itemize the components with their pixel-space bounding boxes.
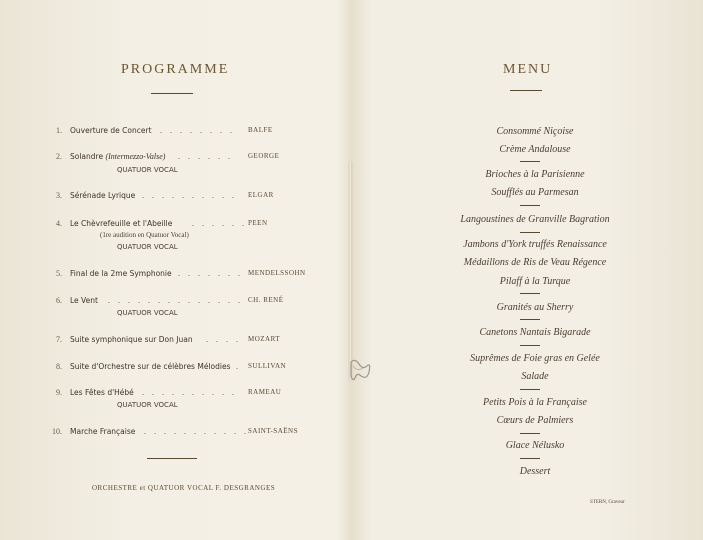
programme-item (0, 335, 330, 349)
menu-separator (520, 205, 540, 206)
programme-item (0, 296, 330, 310)
item-composer: ELGAR (248, 191, 274, 199)
menu-dish: Soufflés au Parmesan (491, 187, 579, 198)
menu-dish: Jambons d'York truffés Renaissance (463, 239, 607, 250)
ribbon-tassel-icon (345, 358, 373, 382)
item-composer: CH. RENÉ (248, 296, 284, 304)
programme-title-rule (151, 93, 193, 94)
item-title: Solandre (Intermezzo-Valse) (70, 152, 166, 161)
programme-title: PROGRAMME (121, 62, 230, 77)
menu-separator (520, 389, 540, 390)
menu-separator (520, 293, 540, 294)
menu-separator (520, 232, 540, 233)
item-composer: BALFE (248, 126, 273, 134)
leader-dots: . . . . . . (178, 152, 233, 161)
menu-dish: Cœurs de Palmiers (496, 415, 574, 426)
menu-title: MENU (503, 62, 553, 77)
menu-dish: Pilaff à la Turque (499, 276, 571, 287)
item-composer: GEORGE (248, 152, 280, 160)
item-title: Les Fêtes d'Hébé (70, 388, 134, 397)
item-subtitle: QUATUOR VOCAL (117, 401, 178, 409)
item-number: 8. (56, 362, 62, 371)
item-number: 9. (56, 388, 62, 397)
item-title: Marche Française (70, 427, 136, 436)
programme-item (0, 388, 330, 402)
leader-dots: . . . . . . . . (160, 126, 235, 135)
menu-separator (520, 161, 540, 162)
item-note: (1re audition en Quatuor Vocal) (100, 231, 189, 239)
item-composer: SULLIVAN (248, 362, 287, 370)
menu-dish: Médaillons de Ris de Veau Régence (463, 257, 607, 268)
menu-dish: Crème Andalouse (499, 144, 571, 155)
programme-item (0, 427, 330, 441)
item-number: 1. (56, 126, 62, 135)
leader-dots: . . . . . . . (178, 269, 243, 278)
item-composer: SAINT-SAËNS (248, 427, 298, 435)
menu-dish: Salade (521, 371, 549, 382)
menu-separator (520, 458, 540, 459)
programme-footer: ORCHESTRE et QUATUOR VOCAL F. DESGRANGES (92, 484, 276, 492)
menu-title-rule (510, 90, 542, 91)
menu-dish: Granités au Sherry (496, 302, 574, 313)
item-number: 10. (52, 427, 62, 436)
item-title: Sérénade Lyrique (70, 191, 136, 200)
leader-dots: . . . . . . . . . . . . . . (108, 296, 243, 305)
menu-separator (520, 345, 540, 346)
menu-dish: Petits Pois à la Française (483, 397, 587, 408)
menu-dish: Glace Nélusko (505, 440, 565, 451)
menu-dish: Brioches à la Parisienne (485, 169, 585, 180)
item-number: 5. (56, 269, 62, 278)
item-title: Suite symphonique sur Don Juan (70, 335, 193, 344)
item-subtitle: QUATUOR VOCAL (117, 243, 178, 251)
menu-dish: Canetons Nantais Bigarade (479, 327, 591, 338)
item-number: 4. (56, 219, 62, 228)
item-title: Suite d'Orchestre sur de célèbres Mélodies (70, 362, 231, 371)
binding-ribbon (349, 162, 352, 380)
item-title: Le Vent (70, 296, 98, 305)
printer-credit: STERN, Graveur (590, 500, 625, 505)
programme-item (0, 152, 330, 166)
programme-item (0, 269, 330, 283)
menu-dish: Langoustines de Granville Bagration (460, 214, 610, 225)
item-composer: PEEN (248, 219, 268, 227)
item-title: Ouverture de Concert (70, 126, 152, 135)
item-composer: MENDELSSOHN (248, 269, 306, 277)
programme-item (0, 126, 330, 140)
item-number: 7. (56, 335, 62, 344)
menu-separator (520, 319, 540, 320)
item-number: 3. (56, 191, 62, 200)
leader-dots: . (236, 362, 241, 371)
item-title: Le Chèvrefeuille et l'Abeille (70, 219, 173, 228)
programme-item (0, 191, 330, 205)
item-composer: RAMEAU (248, 388, 282, 396)
leader-dots: . . . . . . (192, 219, 247, 228)
menu-dish: Suprêmes de Foie gras en Gelée (470, 353, 600, 364)
programme-end-rule (147, 458, 197, 459)
item-number: 2. (56, 152, 62, 161)
menu-dish: Dessert (519, 466, 551, 477)
leader-dots: . . . . . . . . . . . (144, 427, 249, 436)
item-subtitle: QUATUOR VOCAL (117, 166, 178, 174)
leader-dots: . . . . . . . . . . (142, 191, 237, 200)
item-subtitle: QUATUOR VOCAL (117, 309, 178, 317)
item-composer: MOZART (248, 335, 281, 343)
programme-item (0, 362, 330, 376)
leader-dots: . . . . (206, 335, 241, 344)
menu-separator (520, 433, 540, 434)
item-title: Final de la 2me Symphonie (70, 269, 172, 278)
item-number: 6. (56, 296, 62, 305)
menu-dish: Consommé Niçoise (496, 126, 574, 137)
leader-dots: . . . . . . . . . . (142, 388, 237, 397)
